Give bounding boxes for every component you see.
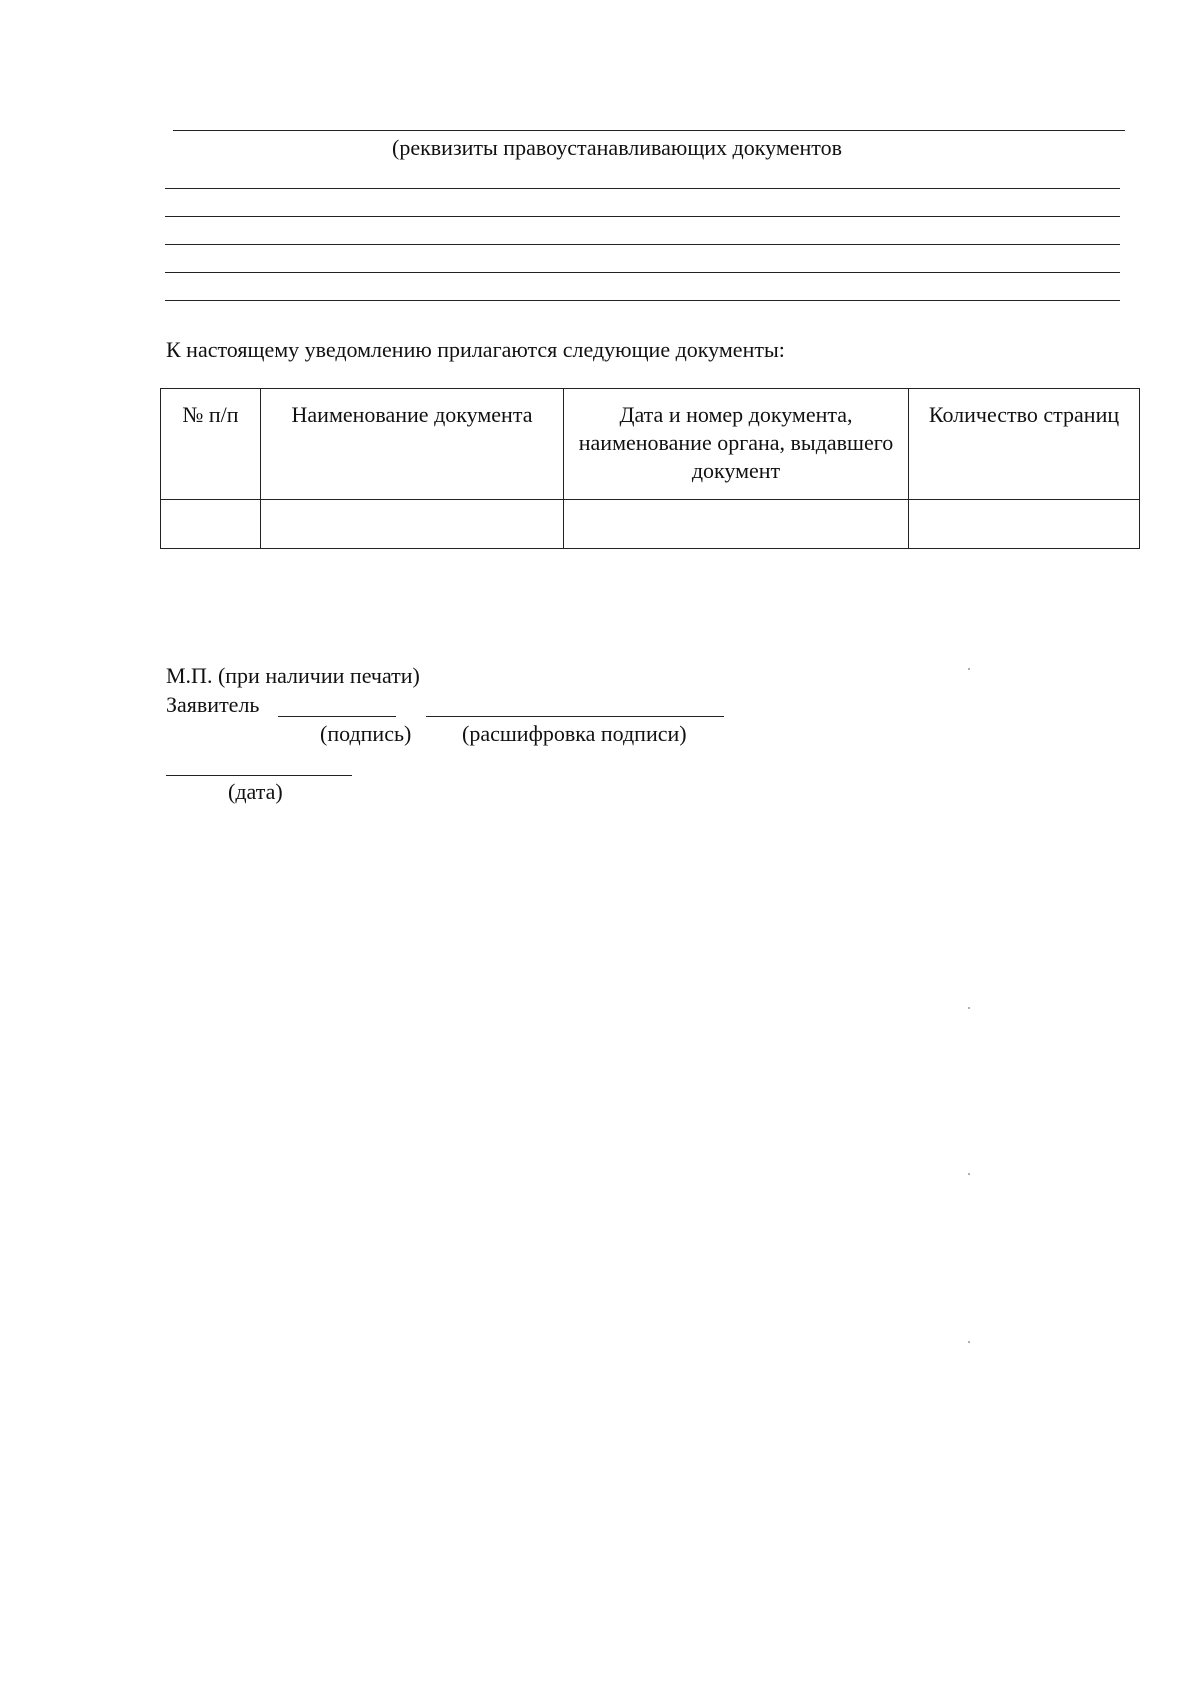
- signature-decoding-line: [426, 716, 724, 717]
- requisites-line: [165, 216, 1120, 217]
- attachments-table: [160, 388, 1140, 549]
- attachments-intro: К настоящему уведомлению прилагаются следующие документы:: [166, 337, 785, 362]
- requisites-line: [165, 300, 1120, 301]
- table-cell[interactable]: [161, 500, 261, 549]
- signature-decoding-caption: (расшифровка подписи): [462, 721, 687, 746]
- date-line: [166, 775, 352, 776]
- column-header-document-name: Наименование документа: [261, 389, 564, 500]
- scan-speck: [968, 668, 970, 670]
- requisites-line: [165, 272, 1120, 273]
- column-header-page-count: Количество страниц: [909, 389, 1140, 500]
- table-row: [161, 500, 1140, 549]
- table-cell[interactable]: [909, 500, 1140, 549]
- requisites-line: [165, 188, 1120, 189]
- table-cell[interactable]: [564, 500, 909, 549]
- scan-speck: [968, 1173, 970, 1175]
- table-header-row: [161, 389, 1140, 500]
- requisites-caption: (реквизиты правоустанавливающих документов: [392, 135, 843, 160]
- signature-caption: (подпись): [320, 721, 412, 746]
- requisites-top-line: [173, 130, 1125, 131]
- scan-speck: [968, 1007, 970, 1009]
- requisites-line: [165, 244, 1120, 245]
- date-caption: (дата): [228, 779, 283, 804]
- column-header-number: № п/п: [161, 389, 261, 500]
- signature-line: [278, 716, 396, 717]
- applicant-label: Заявитель: [166, 692, 260, 717]
- column-header-date-number-issuer: Дата и номер документа, наименование органа, выдавшего документ: [564, 389, 909, 500]
- stamp-note: М.П. (при наличии печати): [166, 663, 420, 688]
- table-cell[interactable]: [261, 500, 564, 549]
- scan-speck: [968, 1341, 970, 1343]
